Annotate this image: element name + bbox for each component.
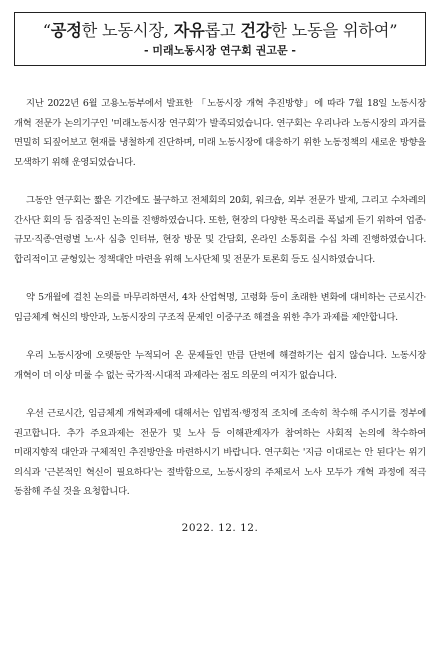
document-title — [21, 21, 419, 41]
document-date: 2022. 12. 12. — [181, 521, 259, 534]
title-part-for-labor: 한 노동을 위하여” — [271, 21, 398, 40]
paragraph-recommendation: 우선 근로시간, 임금체계 개혁과제에 대해서는 입법적·행정적 조치에 조속히 착수해 주시기를 정부에 권고합니다. 추가 주요과제는 전문가 및 노사 등 이해관계자가 참여하는 사회적 논의에 착수하여 미래지향적 대안과 구체적인 추진방안을 마련하시기 바랍니다. 연구회는 '지금 이대로는 안 된다'는 위기 의식과 '근본적인 혁신이 필요하다'는 절박함으로, 노동시장의 주체로서 노사 모두가 개혁 과정에 적극 동참해 주실 것을 요청합니다. — [14, 408, 426, 497]
title-part-and: 롭고 — [204, 21, 241, 40]
title-part-healthy: 건강 — [240, 21, 272, 40]
paragraph-proposal: 약 5개월에 걸친 논의를 마무리하면서, 4차 산업혁명, 고령화 등이 초래한 변화에 대비하는 근로시간·임금체계 혁신의 방안과, 노동시장의 구조적 문제인 이중구조 해결을 위한 추가 과제를 제안합니다. — [14, 292, 426, 323]
title-box — [14, 12, 426, 66]
title-part-free: 자유 — [173, 21, 205, 40]
paragraph-urgency: 우리 노동시장에 오랫동안 누적되어 온 문제들인 만큼 단번에 해결하기는 쉽지 않습니다. 노동시장 개혁이 더 이상 미룰 수 없는 국가적·시대적 과제라는 점도 의문의 여지가 없습니다. — [14, 350, 426, 381]
title-part-labor-market: 한 노동시장, — [81, 21, 174, 40]
paragraph-activities: 그동안 연구회는 짧은 기간에도 불구하고 전체회의 20회, 워크숍, 외부 전문가 발제, 그리고 수차례의 간사단 회의 등 집중적인 논의를 진행하였습니다. 또한, 현장의 다양한 목소리를 폭넓게 듣기 위하여 업종·규모·직종·연령별 노·사 심층 인터뷰, 현장 방문 및 간담회, 온라인 소통회를 수십 차례 진행하였습니다. 합리적이고 균형있는 정책대안 마련을 위해 노사단체 및 전문가 토론회 등도 실시하였습니다. — [14, 195, 426, 265]
title-part-fair: 공정 — [50, 21, 82, 40]
title-part-open-quote: “ — [42, 21, 51, 40]
paragraph-background: 지난 2022년 6월 고용노동부에서 발표한 「노동시장 개혁 추진방향」에 따라 7월 18일 노동시장 개혁 전문가 논의기구인 '미래노동시장 연구회'가 발족되었습니다. 연구회는 우리나라 노동시장의 과거를 면밀히 되짚어보고 현재를 냉철하게 진단하며, 미래 노동시장에 대응하기 위한 노동정책의 새로운 방향을 모색하기 위해 운영되었습니다. — [14, 98, 426, 168]
document-subtitle: - 미래노동시장 연구회 권고문 - — [144, 44, 296, 57]
